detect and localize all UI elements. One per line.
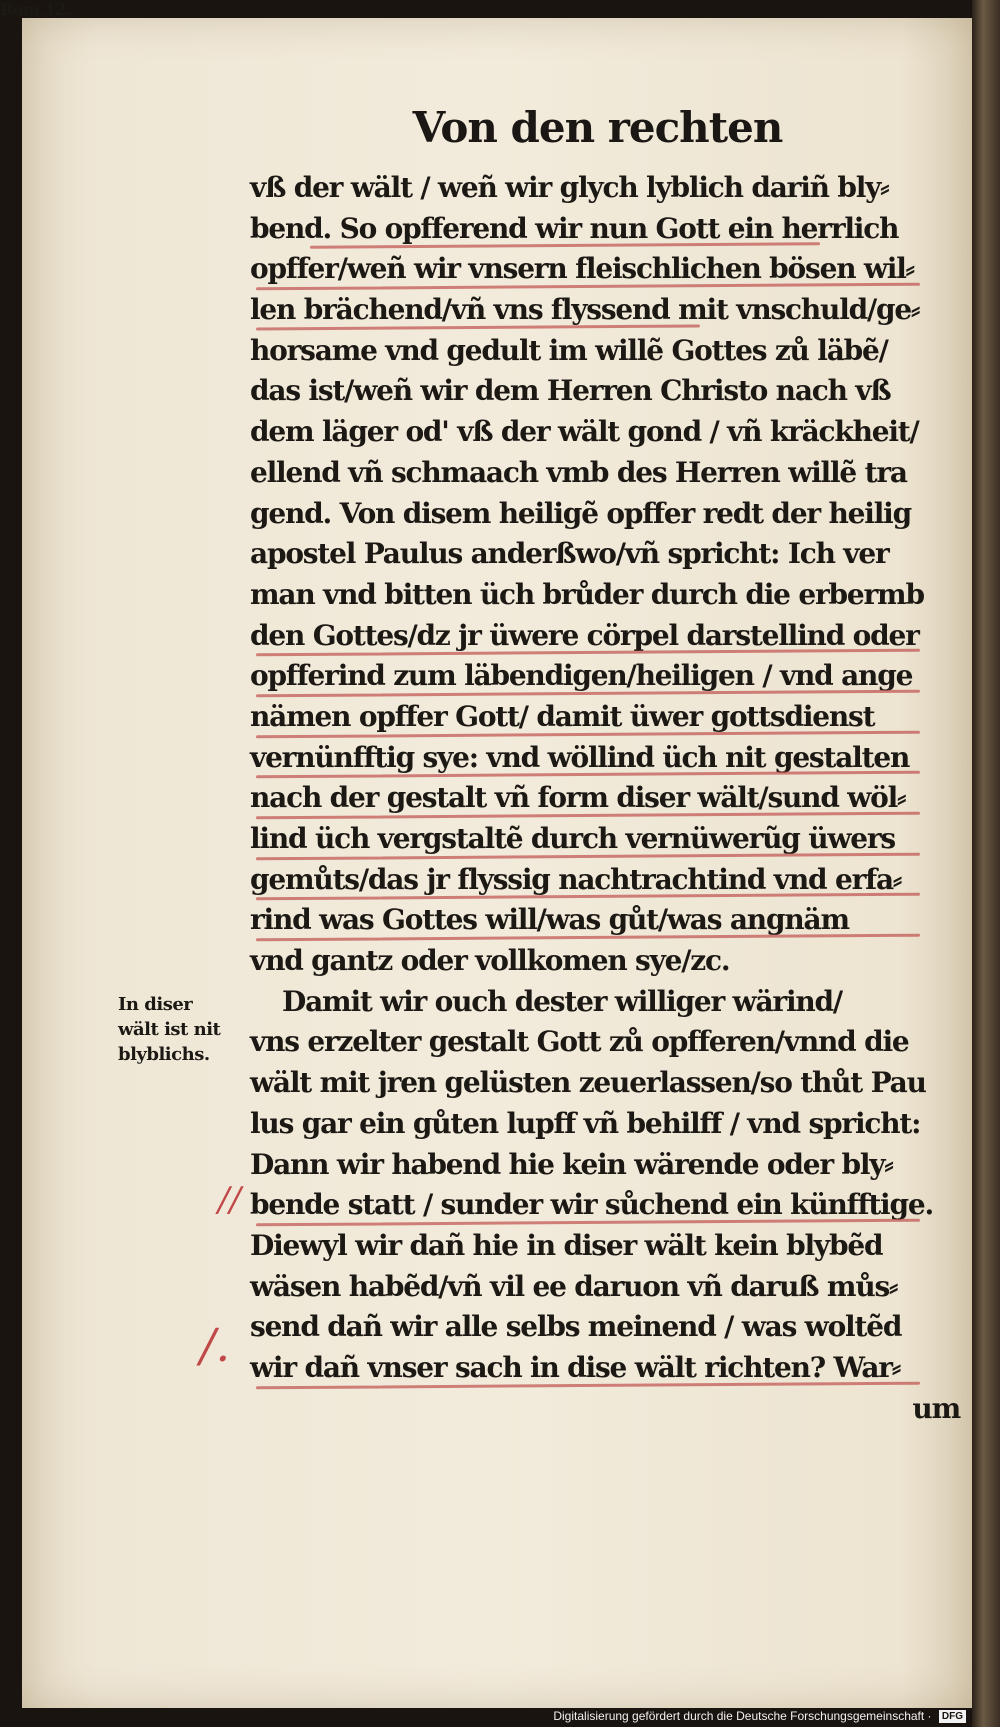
text-line: wäsen habẽd/vñ vil ee daruon vñ daruß můs⸗ [250,1269,898,1303]
margin-note-romans [0,0,71,19]
text-line: wält mit jren gelüsten zeuerlassen/so thůt Pau [250,1066,926,1100]
text-line: wir dañ vnser sach in dise wält richten? War⸗ [250,1348,960,1389]
text-line: len brächend/vñ vns flyssend mit vnschuld/ge⸗ [250,290,960,331]
red-ink-mark: // [218,1180,241,1220]
text-line: man vnd bitten üch brůder durch die erbermb [250,577,924,611]
text-line: vß der wält / weñ wir glych lyblich dariñ bly⸗ [250,171,889,204]
text-line: Dann wir habend hie kein wärende oder bly⸗ [250,1147,893,1181]
text-line: dem läger od' vß der wält gond / vñ kräckheit/ [250,415,919,449]
body-text [250,168,960,1429]
text-line: gend. Von disem heiligẽ opffer redt der heilig [250,496,911,530]
text-line: ellend vñ schmaach vmb des Herren willẽ tra [250,455,907,489]
text-line: send dañ wir alle selbs meinend / was woltẽd [250,1310,902,1344]
margin-note-romans-text: Rom.12. [0,0,71,19]
text-line: opffer/weñ wir vnsern fleischlichen bösen wil⸗ [250,249,960,290]
text-line: nämen opffer Gott/ damit üwer gottsdienst [250,697,960,738]
text-line: vernünfftig sye: vnd wöllind üch nit gestalten [250,738,960,779]
digitization-credit [553,1709,966,1723]
text-line: den Gottes/dz jr üwere cörpel darstellind oder [250,616,960,657]
catchword: um [912,1391,960,1425]
text-line: bende statt / sunder wir sůchend ein künfftige. [250,1185,960,1226]
margin-note-welt: In diser wält ist nit blyblichs. [118,994,221,1065]
text-line: das ist/weñ wir dem Herren Christo nach vß [250,374,891,408]
text-line: lus gar ein gůten lupff vñ behilff / vnd spricht: [250,1106,921,1140]
text-line: nach der gestalt vñ form diser wält/sund wöl⸗ [250,778,960,819]
running-head: Von den rechten [412,103,783,152]
text-line: lind üch vergstaltẽ durch vernüwerũg üwers [250,819,960,860]
text-line: apostel Paulus anderßwo/vñ spricht: Ich ver [250,537,889,571]
text-line: rind was Gottes will/was gůt/was angnäm [250,900,960,941]
text-line: bend. So opfferend wir nun Gott ein herrlich [250,209,960,250]
text-line: vns erzelter gestalt Gott zů opfferen/vnnd die [250,1025,909,1059]
book-edge [972,0,1000,1727]
text-line: gemůts/das jr flyssig nachtrachtind vnd erfa⸗ [250,860,960,901]
text-line: horsame vnd gedult im willẽ Gottes zů läbẽ/ [250,333,888,367]
text-line: opfferind zum läbendigen/heiligen / vnd ange [250,656,960,697]
red-ink-mark: /. [200,1318,231,1372]
text-line: vnd gantz oder vollkomen sye/zc. [250,944,730,978]
text-line: Damit wir ouch dester williger wärind/ [282,984,842,1018]
dfg-logo: DFG [939,1710,966,1723]
text-line: Diewyl wir dañ hie in diser wält kein blybẽd [250,1228,883,1262]
credit-text: Digitalisierung gefördert durch die Deutsche Forschungsgemeinschaft · [553,1708,932,1723]
